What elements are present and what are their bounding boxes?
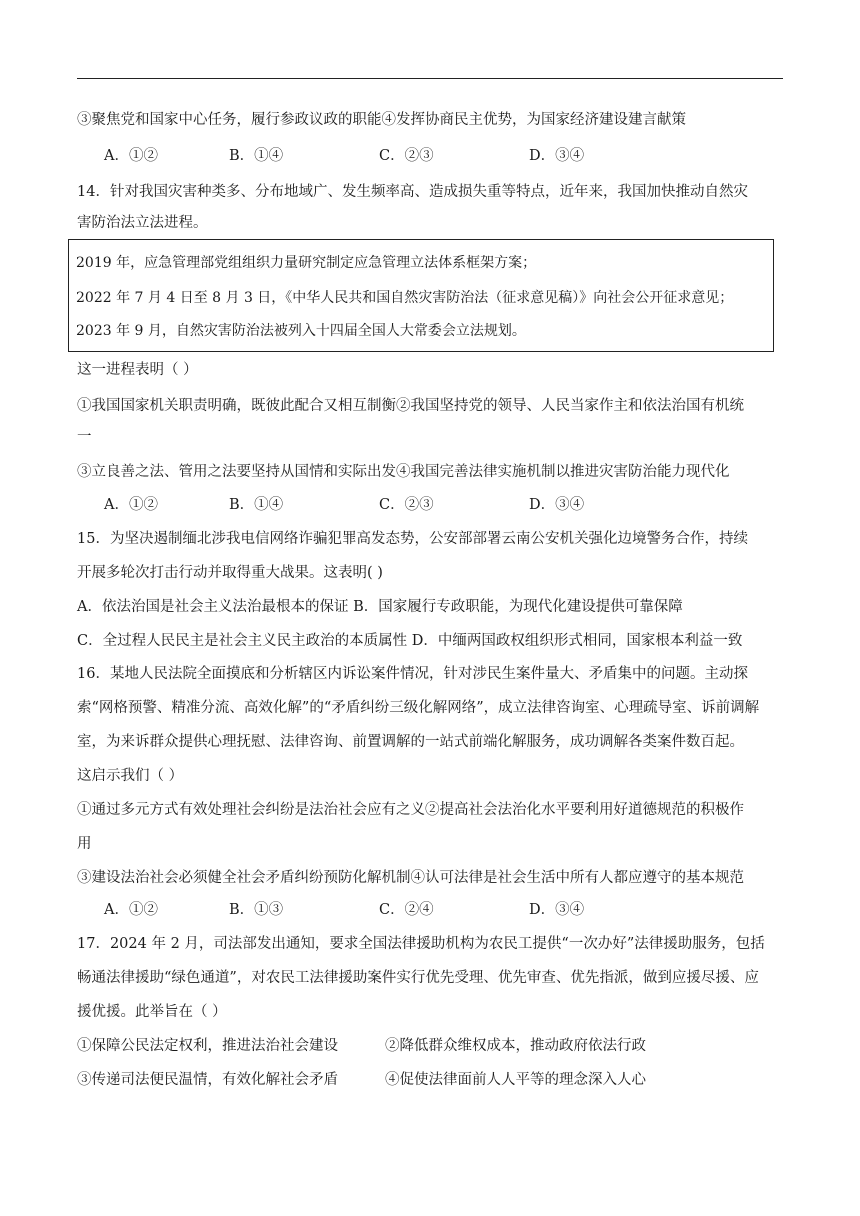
q14-question: 这一进程表明（ ）	[77, 362, 198, 378]
q13-option-c[interactable]: C．②③	[379, 148, 434, 164]
q17-stem-line2: 畅通法律援助“绿色通道”，对农民工法律援助案件实行优先受理、优先审查、优先指派，做到应援尽援、应	[77, 970, 759, 986]
q17-item-3: ③传递司法便民温情，有效化解社会矛盾	[77, 1072, 338, 1088]
q17-item-4: ④促使法律面前人人平等的理念深入人心	[385, 1072, 646, 1088]
q14-item-1-2-line2: 一	[77, 429, 92, 445]
q14-stem-line1: 14．针对我国灾害种类多、分布地域广、发生频率高、造成损失重等特点，近年来，我国加快推动自然灾	[77, 184, 748, 200]
q15-stem-line2: 开展多轮次打击行动并取得重大战果。这表明( )	[77, 565, 383, 581]
q13-item-3-4: ③聚焦党和国家中心任务，履行参政议政的职能④发挥协商民主优势，为国家经济建设建言献策	[77, 112, 686, 128]
q14-option-c[interactable]: C．②③	[379, 497, 434, 513]
q14-stem-line2: 害防治法立法进程。	[77, 215, 208, 231]
q16-option-d[interactable]: D．③④	[529, 902, 585, 918]
q14-item-3-4: ③立良善之法、管用之法要坚持从国情和实际出发④我国完善法律实施机制以推进灾害防治能力现代化	[77, 464, 730, 480]
q16-stem-line2: 索“网格预警、精准分流、高效化解”的“矛盾纠纷三级化解网络”，成立法律咨询室、心理疏导室、诉前调解	[77, 700, 760, 716]
q15-options-line1[interactable]: A．依法治国是社会主义法治最根本的保证 B．国家履行专政职能，为现代化建设提供可靠保障	[77, 599, 683, 615]
q14-option-b[interactable]: B．①④	[229, 497, 284, 513]
q16-item-1-2-line2: 用	[77, 836, 92, 852]
q15-options-line2[interactable]: C．全过程人民民主是社会主义民主政治的本质属性 D．中缅两国政权组织形式相同，国家根本利益一致	[77, 633, 743, 649]
q14-material-line1: 2019 年，应急管理部党组组织力量研究制定应急管理立法体系框架方案；	[76, 255, 537, 271]
q14-material-line2: 2022 年 7 月 4 日至 8 月 3 日，《中华人民共和国自然灾害防治法（征求意见稿）》向社会公开征求意见；	[76, 290, 734, 306]
q13-option-a[interactable]: A．①②	[104, 148, 158, 164]
q15-stem-line1: 15．为坚决遏制缅北涉我电信网络诈骗犯罪高发态势，公安部部署云南公安机关强化边境警务合作，持续	[77, 531, 748, 547]
q14-material-box	[68, 239, 774, 352]
q17-item-1: ①保障公民法定权利，推进法治社会建设	[77, 1038, 338, 1054]
q14-option-a[interactable]: A．①②	[104, 497, 158, 513]
q16-question: 这启示我们（ ）	[77, 768, 184, 784]
q16-stem-line1: 16．某地人民法院全面摸底和分析辖区内诉讼案件情况，针对涉民生案件量大、矛盾集中的问题。主动探	[77, 666, 748, 682]
q17-stem-line3: 援优援。此举旨在（ ）	[77, 1004, 227, 1020]
q17-item-2: ②降低群众维权成本，推动政府依法行政	[385, 1038, 646, 1054]
header-rule	[77, 78, 783, 79]
q16-stem-line3: 室，为来诉群众提供心理抚慰、法律咨询、前置调解的一站式前端化解服务，成功调解各类案件数百起。	[77, 734, 744, 750]
q16-option-b[interactable]: B．①③	[229, 902, 284, 918]
q16-option-c[interactable]: C．②④	[379, 902, 434, 918]
q16-item-1-2-line1: ①通过多元方式有效处理社会纠纷是法治社会应有之义②提高社会法治化水平要利用好道德规范的积极作	[77, 802, 744, 818]
q16-option-a[interactable]: A．①②	[104, 902, 158, 918]
q14-item-1-2-line1: ①我国国家机关职责明确，既彼此配合又相互制衡②我国坚持党的领导、人民当家作主和依法治国有机统	[77, 398, 744, 414]
q14-material-line3: 2023 年 9 月，自然灾害防治法被列入十四届全国人大常委会立法规划。	[76, 323, 526, 339]
q13-option-b[interactable]: B．①④	[229, 148, 284, 164]
q16-item-3-4: ③建设法治社会必须健全社会矛盾纠纷预防化解机制④认可法律是社会生活中所有人都应遵守的基本规范	[77, 870, 744, 886]
q13-option-d[interactable]: D．③④	[529, 148, 585, 164]
q14-option-d[interactable]: D．③④	[529, 497, 585, 513]
q17-stem-line1: 17．2024 年 2 月，司法部发出通知，要求全国法律援助机构为农民工提供“一次办好”法律援助服务，包括	[77, 936, 765, 952]
